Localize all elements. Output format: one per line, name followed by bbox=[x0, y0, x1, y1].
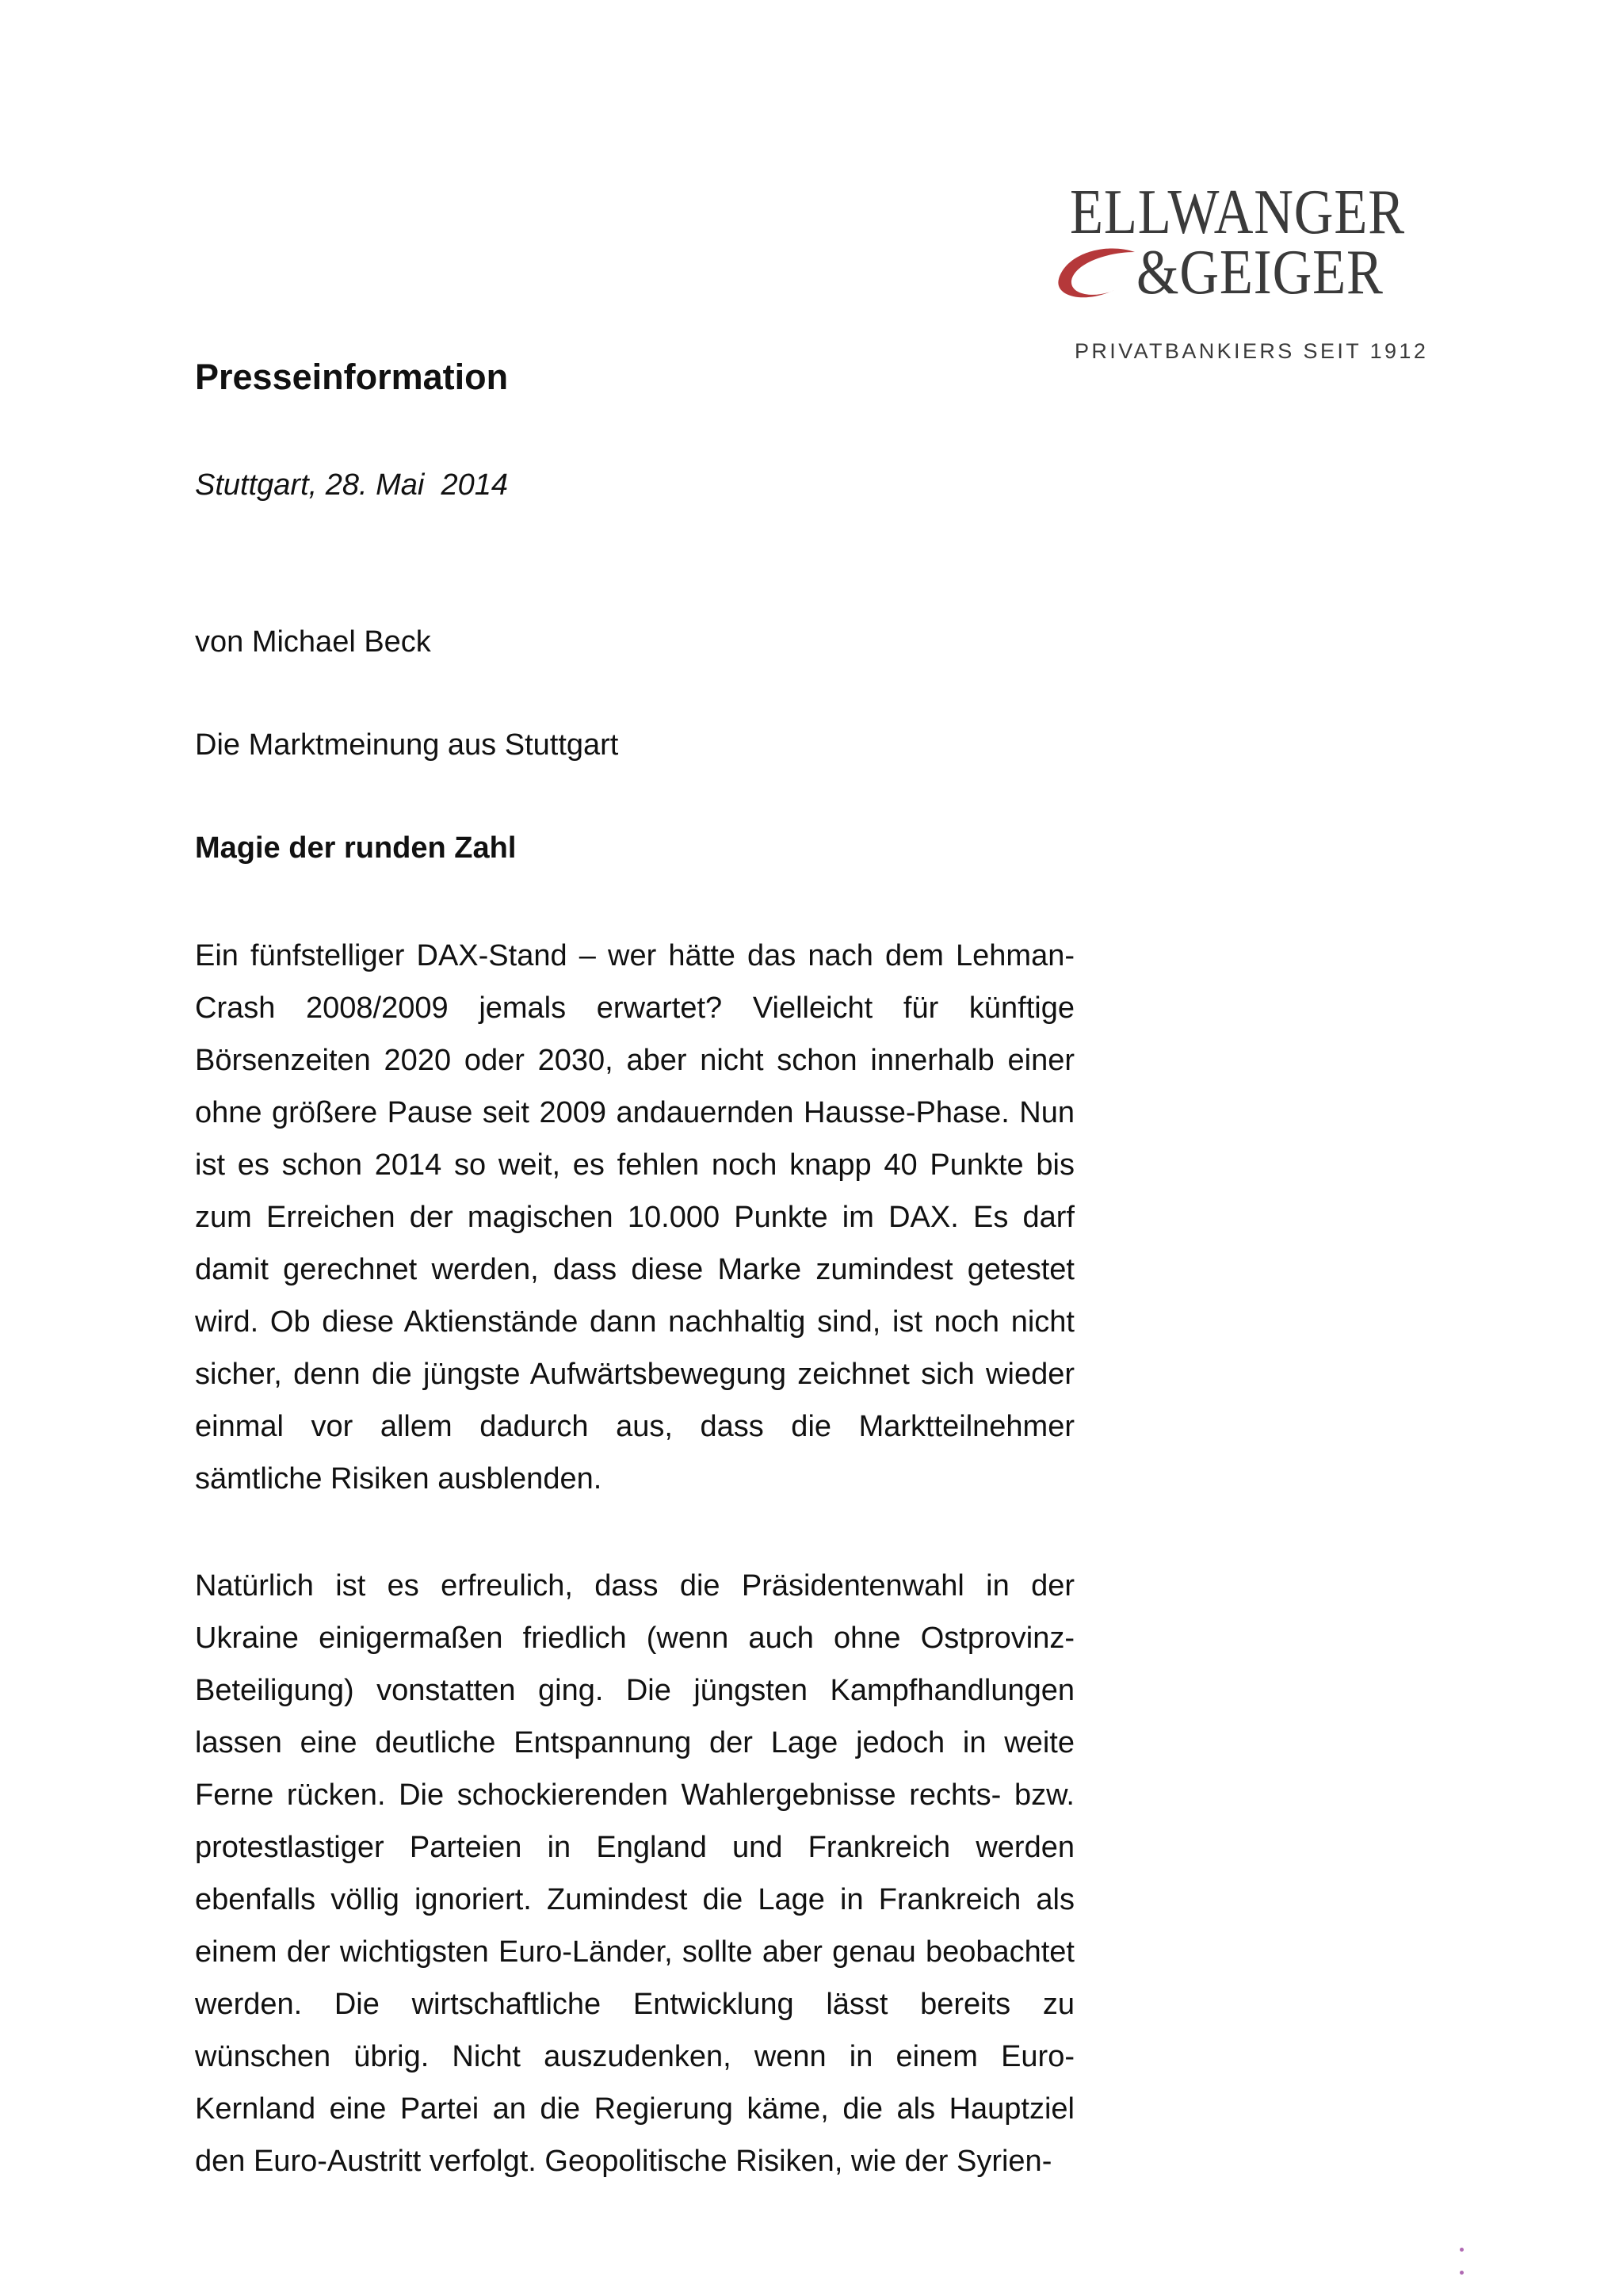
logo-wordmark-line2: &GEIGER bbox=[1136, 238, 1384, 308]
article-title: Magie der runden Zahl bbox=[195, 831, 517, 865]
logo-swoosh-icon bbox=[1052, 241, 1148, 306]
margin-marks bbox=[1460, 2248, 1466, 2292]
company-logo bbox=[1052, 178, 1429, 371]
document-heading: Presseinformation bbox=[195, 357, 509, 397]
dateline: Stuttgart, 28. Mai 2014 bbox=[195, 468, 509, 502]
body-paragraph-1: Ein fünfstelliger DAX-Stand – wer hätte das nach dem Lehman-Crash 2008/2009 jemals erwartet? Vielleicht für künftige Börsenzeiten 2020 oder 2030, aber nicht schon innerhalb einer ohne größere Pause seit 2009 andauernden Hausse-Phase. Nun ist es schon 2014 so weit, es fehlen noch knapp 40 Punkte bis zum Erreichen der magischen 10.000 Punkte im DAX. Es darf damit gerechnet werden, dass diese Marke zumindest getestet wird. Ob diese Aktienstände dann nachhaltig sind, ist noch nicht sicher, denn die jüngste Aufwärtsbewegung zeichnet sich wieder einmal vor allem dadurch aus, dass die Marktteilnehmer sämtliche Risiken ausblenden. bbox=[195, 939, 1075, 1496]
logo-tagline: PRIVATBANKIERS SEIT 1912 bbox=[1075, 339, 1429, 363]
logo-wordmark-line1: ELLWANGER bbox=[1070, 178, 1405, 247]
margin-dot bbox=[1460, 2271, 1464, 2275]
author-line: von Michael Beck bbox=[195, 625, 431, 659]
body-paragraph-2: Natürlich ist es erfreulich, dass die Präsidentenwahl in der Ukraine einigermaßen friedlich (wenn auch ohne Ostprovinz-Beteiligung) vonstatten ging. Die jüngsten Kampfhandlungen lassen eine deutliche Entspannung der Lage jedoch in weite Ferne rücken. Die schockierenden Wahlergebnisse rechts- bzw. protestlastiger Parteien in England und Frankreich werden ebenfalls völlig ignoriert. Zumindest die Lage in Frankreich als einem der wichtigsten Euro-Länder, sollte aber genau beobachtet werden. Die wirtschaftliche Entwicklung lässt bereits zu wünschen übrig. Nicht auszudenken, wenn in einem Euro-Kernland eine Partei an die Regierung käme, die als Hauptziel den Euro-Austritt verfolgt. Geopolitische Risiken, wie der Syrien- bbox=[195, 1569, 1075, 2178]
margin-dot bbox=[1460, 2248, 1464, 2252]
series-line: Die Marktmeinung aus Stuttgart bbox=[195, 728, 619, 762]
